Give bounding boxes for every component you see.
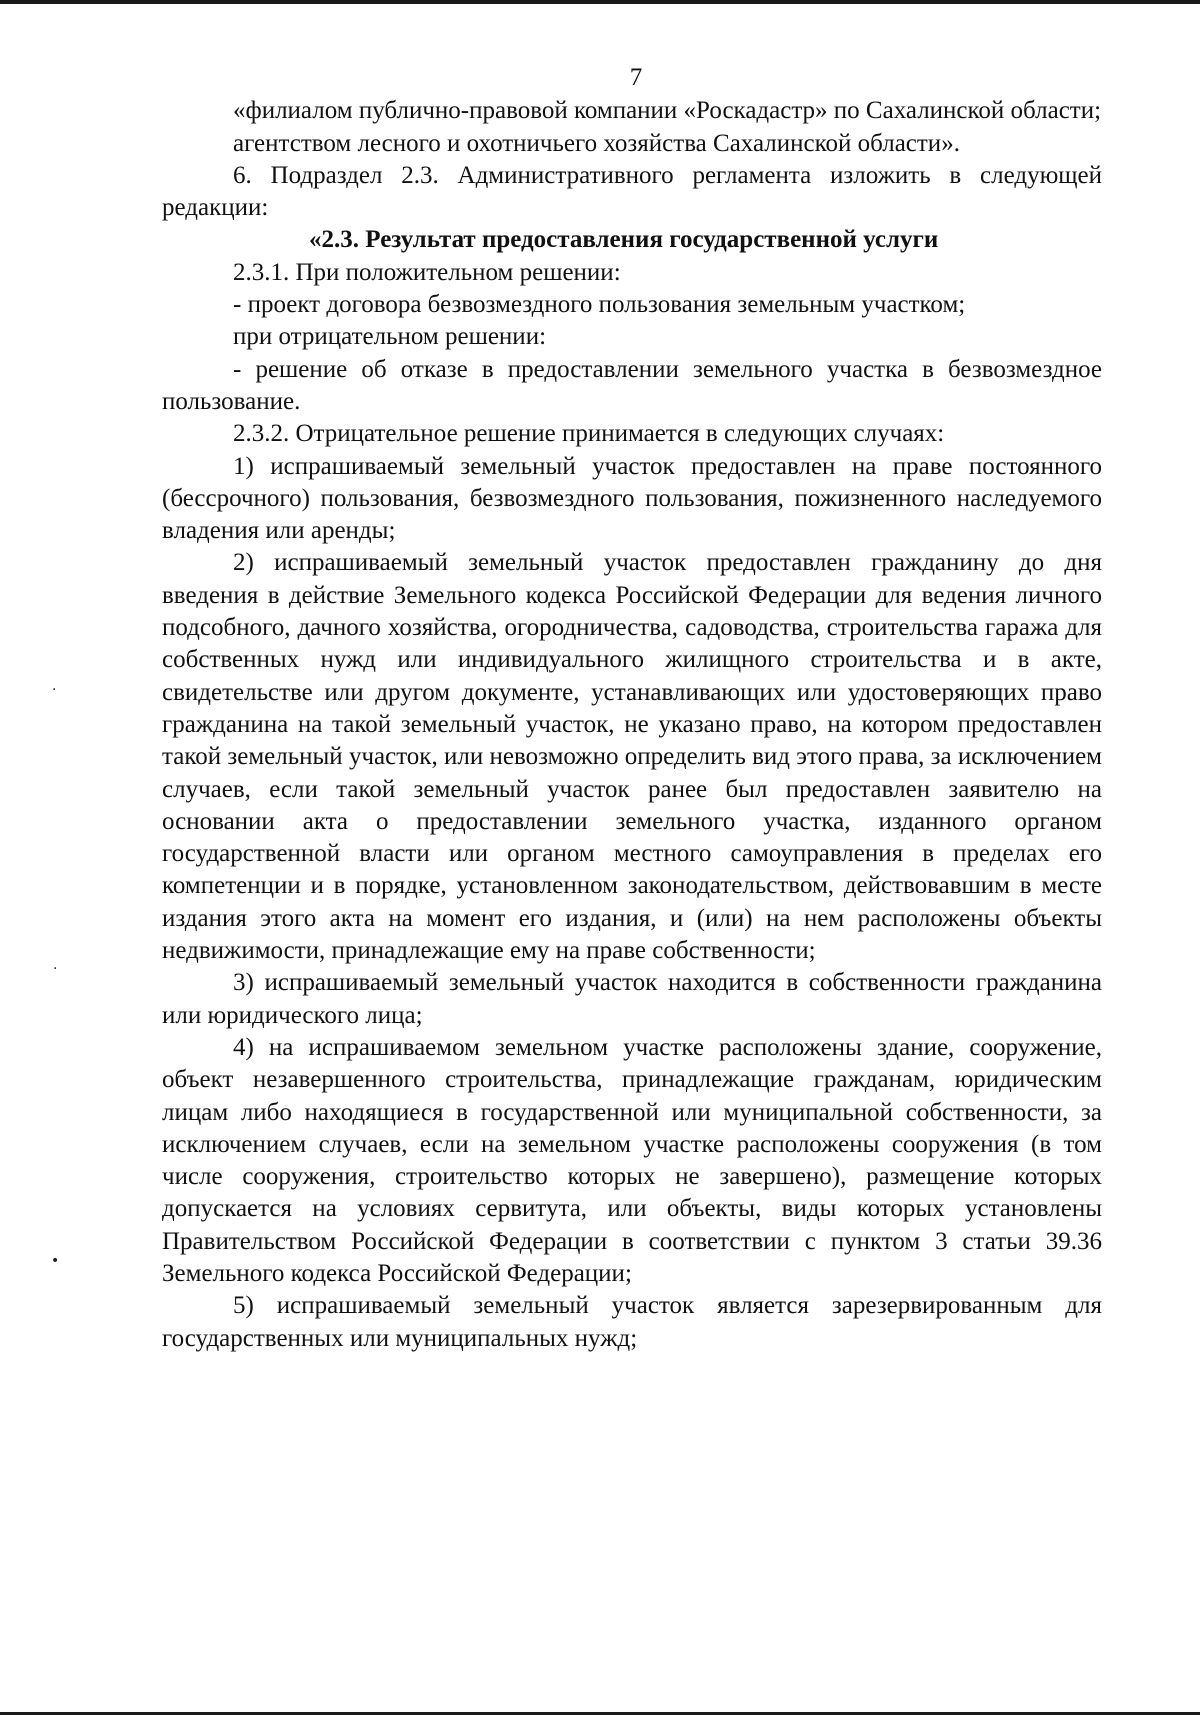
paragraph-item-6: 6. Подраздел 2.3. Административного регламента изложить в следующей редакции: [162,161,1102,222]
scan-edge-top [0,0,1200,4]
page-number: 7 [629,64,643,91]
paragraph-negative-intro: при отрицательном решении: [233,323,547,351]
paragraph-case-5: 5) испрашиваемый земельный участок является зарезервированным для государственных или муниципальных нужд; [162,1292,1102,1352]
paragraph-case-3: 3) испрашиваемый земельный участок находится в собственности гражданина или юридического лица; [162,969,1102,1029]
paragraph-2-3-1: 2.3.1. При положительном решении: [233,258,621,286]
paragraph-case-1: 1) испрашиваемый земельный участок предоставлен на праве постоянного (бессрочного) пользования, безвозмездного пользования, пожизненного наследуемого владения или аренды; [162,452,1102,545]
document-page [162,62,1102,1355]
section-heading: «2.3. Результат предоставления государственной услуги [309,226,939,254]
paragraph-forest-agency: агентством лесного и охотничьего хозяйства Сахалинской области». [233,129,960,157]
scan-speck-3: • [51,1253,60,1269]
scan-speck-2: · [53,961,58,977]
paragraph-negative-result: - решение об отказе в предоставлении земельного участка в безвозмездное пользование. [162,355,1102,415]
paragraph-case-2: 2) испрашиваемый земельный участок предоставлен гражданину до дня введения в действие Земельного кодекса Российской Федерации для ведения личного подсобного, дачного хозяйства, огородничества, садоводства, строительства гаража для собственных нужд или индивидуального жилищного строительства и в акте, свидетельстве или другом документе, устанавливающих или удостоверяющих право гражданина на такой земельный участок, не указано право, на котором предоставлен такой земельный участок, или невозможно определить вид этого права, за исключением случаев, если такой земельный участок ранее был предоставлен заявителю на основании акта о предоставлении земельного участка, изданного органом государственной власти или органом местного самоуправления в пределах его компетенции и в порядке, установленном законодательством, действовавшим в месте издания этого акта на момент его издания, и (или) на нем расположены объекты недвижимости, принадлежащие ему на праве собственности; [162,549,1102,965]
paragraph-branch-roskadastr: «филиалом публично-правовой компании «Роскадастр» по Сахалинской области; [233,97,1102,125]
paragraph-case-4: 4) на испрашиваемом земельном участке расположены здание, сооружение, объект незавершенного строительства, принадлежащие гражданам, юридическим лицам либо находящиеся в государственной или муниципальной собственности, за исключением случаев, если на земельном участке расположены сооружения (в том числе сооружения, строительство которых не завершено), размещение которых допускается на условиях сервитута, или объекты, виды которых установлены Правительством Российской Федерации в соответствии с пунктом 3 статьи 39.36 Земельного кодекса Российской Федерации; [162,1033,1102,1287]
scan-speck-1: · [52,682,57,698]
paragraph-2-3-2: 2.3.2. Отрицательное решение принимается в следующих случаях: [233,420,945,448]
paragraph-positive-result: - проект договора безвозмездного пользования земельным участком; [233,291,966,319]
